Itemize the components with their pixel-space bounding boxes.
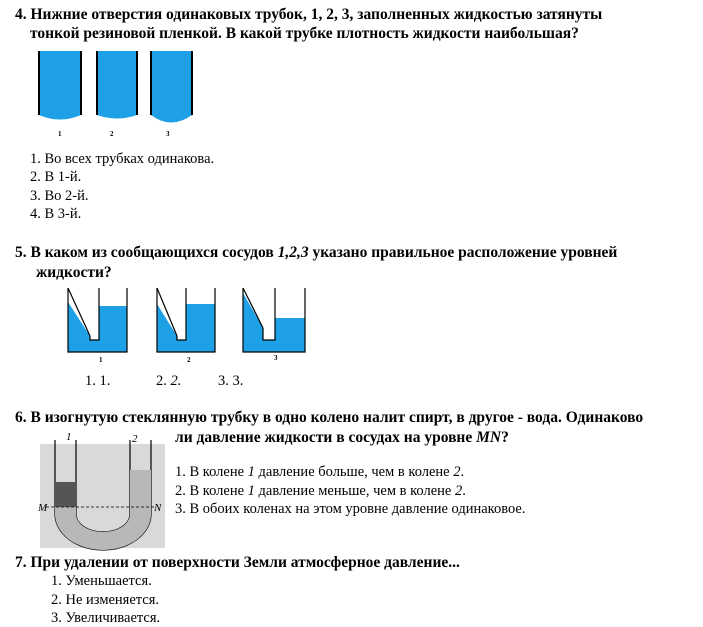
q5-title-line1 bbox=[15, 243, 617, 263]
q6-title-post: ? bbox=[501, 429, 509, 446]
q5-option-3-value: 3. bbox=[232, 373, 244, 389]
tube-1 bbox=[39, 51, 81, 120]
q4-option-2[interactable]: 2. В 1-й. bbox=[30, 169, 82, 185]
q6-option-1-em2: 2 bbox=[453, 464, 461, 480]
q6-option-1[interactable] bbox=[175, 463, 464, 481]
q6-option-2[interactable] bbox=[175, 482, 466, 500]
q5-title-line2: жидкости? bbox=[36, 264, 112, 281]
q5-title-vessels: 1,2,3 bbox=[277, 244, 309, 261]
vessel-2 bbox=[157, 288, 215, 352]
q6-title-line1: 6. В изогнутую стеклянную трубку в одно колено налит спирт, в другое - вода. Одинаково bbox=[15, 409, 644, 426]
q4-tubes-figure bbox=[30, 48, 230, 143]
q6-option-1-mid: давление больше, чем в колене bbox=[254, 464, 454, 480]
q6-option-2-em: 1 bbox=[247, 483, 255, 499]
q6-option-1-post: . bbox=[460, 464, 465, 480]
q4-title-line2: тонкой резиновой пленкой. В какой трубке плотность жидкости наибольшая? bbox=[30, 25, 579, 42]
q6-option-3[interactable] bbox=[175, 500, 525, 518]
q6-option-2-mid: давление меньше, чем в колене bbox=[254, 483, 455, 499]
vessel-label-2: 2 bbox=[187, 356, 191, 364]
q6-option-1-em: 1 bbox=[247, 464, 255, 480]
q5-option-2[interactable] bbox=[156, 372, 181, 390]
q5-option-2-num: 2. bbox=[156, 373, 171, 389]
vessel-3 bbox=[243, 288, 305, 352]
q5-option-1[interactable] bbox=[85, 372, 110, 390]
q6-option-2-em2: 2 bbox=[454, 483, 463, 499]
q7-title: 7. При удалении от поверхности Земли атмосферное давление... bbox=[15, 554, 460, 571]
tube-2 bbox=[97, 51, 137, 119]
label-n: N bbox=[154, 502, 162, 514]
q7-option-1[interactable]: 1. Уменьшается. bbox=[51, 573, 152, 589]
tube-label-3: 3 bbox=[166, 130, 170, 138]
q5-option-1-value: 1. bbox=[99, 373, 111, 389]
spirit-column bbox=[55, 482, 76, 507]
q6-option-2-pre: 2. В колене bbox=[175, 483, 248, 499]
q5-vessels-figure bbox=[65, 288, 315, 368]
label-m: M bbox=[38, 502, 48, 514]
q6-option-3-pre: 3. В обоих коленах на этом уровне давление одинаковое. bbox=[175, 501, 526, 517]
tube-label-1: 1 bbox=[58, 130, 62, 138]
label-1: 1 bbox=[66, 431, 72, 443]
q4-option-4[interactable]: 4. В 3-й. bbox=[30, 206, 82, 222]
q7-option-2[interactable]: 2. Не изменяется. bbox=[51, 592, 160, 608]
q4-title-line1: 4. Нижние отверстия одинаковых трубок, 1, 2, 3, заполненных жидкостью затянуты bbox=[15, 6, 603, 23]
label-2: 2 bbox=[132, 433, 138, 445]
tube-label-2: 2 bbox=[110, 130, 114, 138]
q6-title-pre: ли давление жидкости в сосудах на уровне bbox=[175, 429, 477, 446]
q6-title-line2 bbox=[175, 428, 509, 448]
q5-option-2-value: 2. bbox=[170, 373, 182, 389]
vessel-1 bbox=[68, 288, 127, 352]
vessel-label-3: 3 bbox=[274, 354, 278, 362]
tube-3 bbox=[151, 51, 192, 123]
q6-option-2-post: . bbox=[462, 483, 466, 499]
q5-option-3[interactable] bbox=[218, 372, 243, 390]
q4-option-3[interactable]: 3. Во 2-й. bbox=[30, 188, 89, 204]
vessel-label-1: 1 bbox=[99, 356, 103, 364]
q6-title-level: MN bbox=[476, 429, 502, 446]
q7-option-3[interactable]: 3. Увеличивается. bbox=[51, 610, 161, 626]
q5-title-pre: 5. В каком из сообщающихся сосудов bbox=[15, 244, 278, 261]
q6-option-1-pre: 1. В колене bbox=[175, 464, 248, 480]
q5-option-3-num: 3. bbox=[218, 373, 233, 389]
q5-option-1-num: 1. bbox=[85, 373, 100, 389]
q6-u-tube-figure bbox=[28, 430, 168, 550]
q4-option-1[interactable]: 1. Во всех трубках одинакова. bbox=[30, 151, 215, 167]
q5-title-post: указано правильное расположение уровней bbox=[308, 244, 618, 261]
